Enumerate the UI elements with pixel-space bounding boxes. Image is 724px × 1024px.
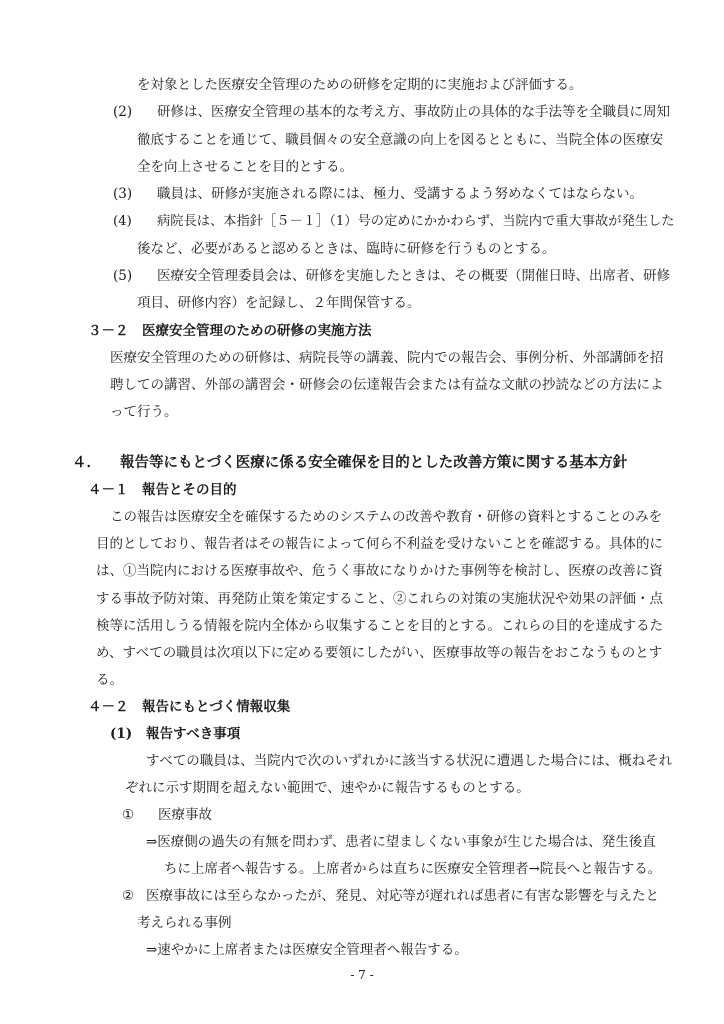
chapter-heading bbox=[72, 454, 627, 472]
section-heading: ３－２ 医療安全管理のための研修の実施方法 bbox=[88, 323, 372, 339]
text-line: 職員は、研修が実施される際には、極力、受講するよう努めなくてはならない。 bbox=[157, 186, 643, 202]
text-line: 医療事故 bbox=[158, 807, 212, 823]
item-number: (4) bbox=[113, 214, 132, 229]
text-line: め、すべての職員は次項以下に定める要領にしたがい、医療事故等の報告をおこなうものとす bbox=[96, 645, 663, 661]
text-line: 後など、必要があると認めるときは、臨時に研修を行うものとする。 bbox=[137, 241, 556, 257]
text-line: って行う。 bbox=[110, 404, 178, 420]
text-line: 考えられる事例 bbox=[137, 915, 232, 931]
text-line: する事故予防対策、再発防止策を策定すること、②これらの対策の実施状況や効果の評価・点 bbox=[96, 591, 663, 607]
list-item bbox=[122, 887, 659, 905]
list-item bbox=[113, 267, 670, 285]
text-line: 医療事故には至らなかったが、発見、対応等が遅れれば患者に有害な影響を与えたと bbox=[146, 888, 659, 904]
text-line: を対象とした医療安全管理のための研修を定期的に実施および評価する。 bbox=[137, 77, 583, 93]
list-item bbox=[113, 213, 675, 231]
text-line: 医療安全管理委員会は、研修を実施したときは、その概要（開催日時、出席者、研修 bbox=[157, 268, 670, 284]
list-item bbox=[122, 806, 212, 824]
item-number: (1) bbox=[110, 726, 133, 742]
text-line: この報告は医療安全を確保するためのシステムの改善や教育・研修の資料とすることのみを bbox=[110, 509, 663, 525]
text-line: 項目、研修内容）を記録し、２年間保管する。 bbox=[137, 295, 421, 311]
text-line: ちに上席者へ報告する。上席者からは直ちに医療安全管理者→院長へと報告する。 bbox=[164, 861, 662, 877]
text-line: 聘しての講習、外部の講習会・研修会の伝達報告会または有益な文献の抄読などの方法によ bbox=[110, 377, 664, 393]
list-item bbox=[113, 185, 643, 203]
text-line: 病院長は、本指針［５－１］（1）号の定めにかかわらず、当院内で重大事故が発生した bbox=[157, 214, 675, 229]
text-line: すべての職員は、当院内で次のいずれかに該当する状況に遭遇した場合には、概ねそれ bbox=[146, 753, 673, 769]
chapter-title: 報告等にもとづく医療に係る安全確保を目的とした改善方策に関する基本方針 bbox=[120, 454, 628, 471]
section-heading: ４－２ 報告にもとづく情報収集 bbox=[88, 699, 291, 715]
item-marker: ① bbox=[122, 807, 135, 823]
chapter-number: ４． bbox=[72, 454, 101, 471]
section-heading: ４－１ 報告とその目的 bbox=[88, 482, 237, 498]
text-line: 検等に活用しうる情報を院内全体から収集することを目的とする。これらの目的を達成するた bbox=[96, 618, 663, 634]
item-number: (2) bbox=[113, 104, 133, 120]
text-line: 研修は、医療安全管理の基本的な考え方、事故防止の具体的な手法等を全職員に周知 bbox=[157, 104, 670, 120]
text-line: 全を向上させることを目的とする。 bbox=[137, 159, 353, 175]
item-number: (5) bbox=[113, 268, 133, 284]
list-item bbox=[113, 103, 670, 121]
text-line: は、①当院内における医療事故や、危うく事故になりかけた事例等を検討し、医療の改善に資 bbox=[96, 563, 663, 579]
text-line: ⇒速やかに上席者または医療安全管理者へ報告する。 bbox=[146, 942, 468, 958]
subsection-title: 報告すべき事項 bbox=[146, 726, 241, 742]
text-line: る。 bbox=[96, 672, 123, 688]
text-line: ぞれに示す期間を超えない範囲で、速やかに報告するものとする。 bbox=[125, 780, 530, 796]
page-number: - 7 - bbox=[350, 968, 374, 982]
subsection-heading bbox=[110, 725, 240, 743]
text-line: 目的としており、報告者はその報告によって何ら不利益を受けないことを確認する。具体的に bbox=[96, 536, 663, 552]
item-marker: ② bbox=[122, 888, 135, 904]
text-line: 徹底することを通じて、職員個々の安全意識の向上を図るとともに、当院全体の医療安 bbox=[137, 132, 664, 148]
text-line: ⇒医療側の過失の有無を問わず、患者に望ましくない事象が生じた場合は、発生後直 bbox=[146, 834, 656, 850]
text-line: 医療安全管理のための研修は、病院長等の講義、院内での報告会、事例分析、外部講師を招 bbox=[110, 350, 664, 366]
item-number: (3) bbox=[113, 186, 133, 202]
